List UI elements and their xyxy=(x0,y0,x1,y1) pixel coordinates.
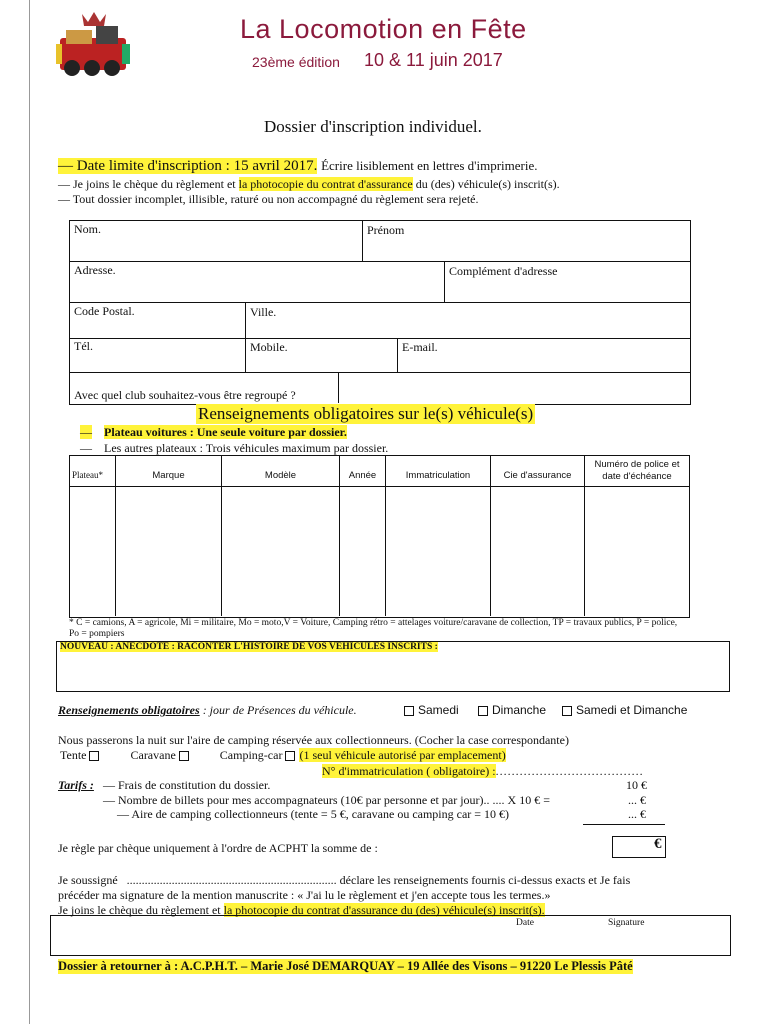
event-title: La Locomotion en Fête xyxy=(240,14,527,44)
option-dimanche[interactable] xyxy=(478,703,546,717)
vehicles-bullet-1 xyxy=(80,425,347,440)
declaration-line-1 xyxy=(58,873,630,888)
tarif-row-2: — Nombre de billets pour mes accompagnateurs (10€ par personne et par jour).. .... X 10 € = xyxy=(103,793,550,807)
campingcar-checkbox[interactable] xyxy=(285,751,295,761)
signature-label: Signature xyxy=(608,918,645,928)
event-dates: 10 & 11 juin 2017 xyxy=(364,50,503,70)
col-immatriculation: Immatriculation xyxy=(405,470,471,481)
adresse-field[interactable]: Adresse. xyxy=(74,263,116,277)
col-plateau: Plateau* xyxy=(72,470,103,480)
col-annee: Année xyxy=(348,470,377,481)
nom-field[interactable]: Nom. xyxy=(74,222,101,236)
dimanche-checkbox[interactable] xyxy=(478,706,488,716)
identity-form xyxy=(69,220,691,405)
declaration-line-3-a: Je joins le chèque du règlement et xyxy=(58,903,221,917)
deadline-note: Écrire lisiblement en lettres d'imprimerie. xyxy=(321,158,538,173)
total-line xyxy=(583,824,665,825)
edition-label: 23ème édition xyxy=(252,54,340,70)
club-field[interactable]: Avec quel club souhaitez-vous être regroupé ? xyxy=(74,388,296,402)
caravane-checkbox[interactable] xyxy=(179,751,189,761)
tarif-row-1: — Frais de constitution du dossier. xyxy=(103,778,271,792)
vehicles-bullet-2 xyxy=(80,441,388,456)
tarif-row-3: — Aire de camping collectionneurs (tente = 5 €, caravane ou camping car = 10 €) xyxy=(117,807,510,821)
amount-currency: € xyxy=(654,836,662,852)
both-checkbox[interactable] xyxy=(562,706,572,716)
locomotive-logo xyxy=(52,8,134,78)
tarif-row-1-value: 10 € xyxy=(626,778,647,792)
presence-text: : jour de Présences du véhicule. xyxy=(202,703,357,717)
payment-text: Je règle par chèque uniquement à l'ordre de ACPHT la somme de : xyxy=(58,841,378,855)
camping-options xyxy=(60,748,506,763)
declaration-line-3-highlight: la photocopie du contrat d'assurance du (des) véhicule(s) inscrit(s). xyxy=(223,903,545,917)
intro-line-2-b: du (des) véhicule(s) inscrit(s). xyxy=(415,177,560,191)
code-postal-field[interactable]: Code Postal. xyxy=(74,304,135,318)
presence-line xyxy=(58,703,357,718)
col-assurance: Cie d'assurance xyxy=(503,470,572,481)
tente-checkbox[interactable] xyxy=(89,751,99,761)
mobile-field[interactable]: Mobile. xyxy=(250,340,288,354)
both-label: Samedi et Dimanche xyxy=(576,703,688,717)
samedi-label: Samedi xyxy=(418,703,459,717)
col-police: Numéro de police et date d'échéance xyxy=(594,459,680,482)
vehicle-footnote: * C = camions, A = agricole, Mi = militaire, Mo = moto,V = Voiture, Camping rétro = attelages voiture/caravane de collection, TP = travaux publics, P = police, Po = pompiers xyxy=(69,618,678,639)
declaration-line-2: précéder ma signature de la mention manuscrite : « J'ai lu le règlement et j'en accepte tous les termes.» xyxy=(58,888,551,902)
date-label: Date xyxy=(516,918,534,928)
intro-line-2-a: — Je joins le chèque du règlement et xyxy=(58,177,236,191)
col-marque: Marque xyxy=(152,470,185,481)
tarifs-label xyxy=(58,778,94,793)
immat-dots: ..................................... xyxy=(495,764,644,778)
page-margin-line xyxy=(29,0,30,1024)
declaration-statement: déclare les renseignements fournis ci-dessus exacts et Je fais xyxy=(339,873,631,887)
bullet-2-text: Les autres plateaux : Trois véhicules maximum par dossier. xyxy=(104,441,389,455)
intro-line-3: — Tout dossier incomplet, illisible, raturé ou non accompagné du règlement sera rejeté. xyxy=(58,192,479,206)
complement-field[interactable]: Complément d'adresse xyxy=(449,264,558,278)
email-field[interactable]: E-mail. xyxy=(402,340,438,354)
tente-label: Tente xyxy=(60,748,87,762)
immat-label: N° d'immatriculation ( obligatoire) : xyxy=(322,764,496,778)
vehicles-heading: Renseignements obligatoires sur le(s) véhicule(s) xyxy=(198,404,534,423)
bullet-1-dash: — xyxy=(80,425,92,439)
anecdote-label: NOUVEAU : ANECDOTE : RACONTER L'HISTOIRE DE VOS VEHICULES INSCRITS : xyxy=(60,642,438,652)
intro-line-2 xyxy=(58,177,560,192)
camping-intro: Nous passerons la nuit sur l'aire de camping réservée aux collectionneurs. (Cocher la case correspondante) xyxy=(58,733,569,747)
option-samedi[interactable] xyxy=(404,703,459,717)
return-address: Dossier à retourner à : A.C.P.H.T. – Marie José DEMARQUAY – 19 Allée des Visons – 91220 Le Plessis Pâté xyxy=(58,959,633,973)
tarif-row-2-value[interactable]: ... € xyxy=(628,793,646,807)
intro-line-2-highlight: la photocopie du contrat d'assurance xyxy=(238,177,413,191)
deadline-text: — Date limite d'inscription : 15 avril 2017. xyxy=(58,158,318,174)
col-modele: Modèle xyxy=(264,470,297,481)
one-vehicle-note: (1 seul véhicule autorisé par emplacement) xyxy=(299,748,506,762)
ville-field[interactable]: Ville. xyxy=(250,305,277,319)
campingcar-label: Camping-car xyxy=(219,748,283,762)
option-both[interactable] xyxy=(562,703,687,717)
prenom-field[interactable]: Prénom xyxy=(367,223,405,237)
tarifs-label-text: Tarifs : xyxy=(58,778,94,792)
deadline-line xyxy=(58,158,538,175)
doc-title: Dossier d'inscription individuel. xyxy=(264,117,482,136)
declaration-name-dots[interactable]: ...................................................................... xyxy=(126,873,337,887)
tel-field[interactable]: Tél. xyxy=(74,339,93,353)
bullet-1-text: Plateau voitures : Une seule voiture par dossier. xyxy=(104,425,347,439)
tarif-row-3-value[interactable]: ... € xyxy=(628,807,646,821)
dimanche-label: Dimanche xyxy=(492,703,547,717)
bullet-2-dash: — xyxy=(80,441,92,455)
samedi-checkbox[interactable] xyxy=(404,706,414,716)
presence-title: Renseignements obligatoires xyxy=(58,703,200,717)
declaration-soussigne: Je soussigné xyxy=(58,873,118,887)
caravane-label: Caravane xyxy=(130,748,176,762)
immat-line[interactable] xyxy=(322,764,644,779)
